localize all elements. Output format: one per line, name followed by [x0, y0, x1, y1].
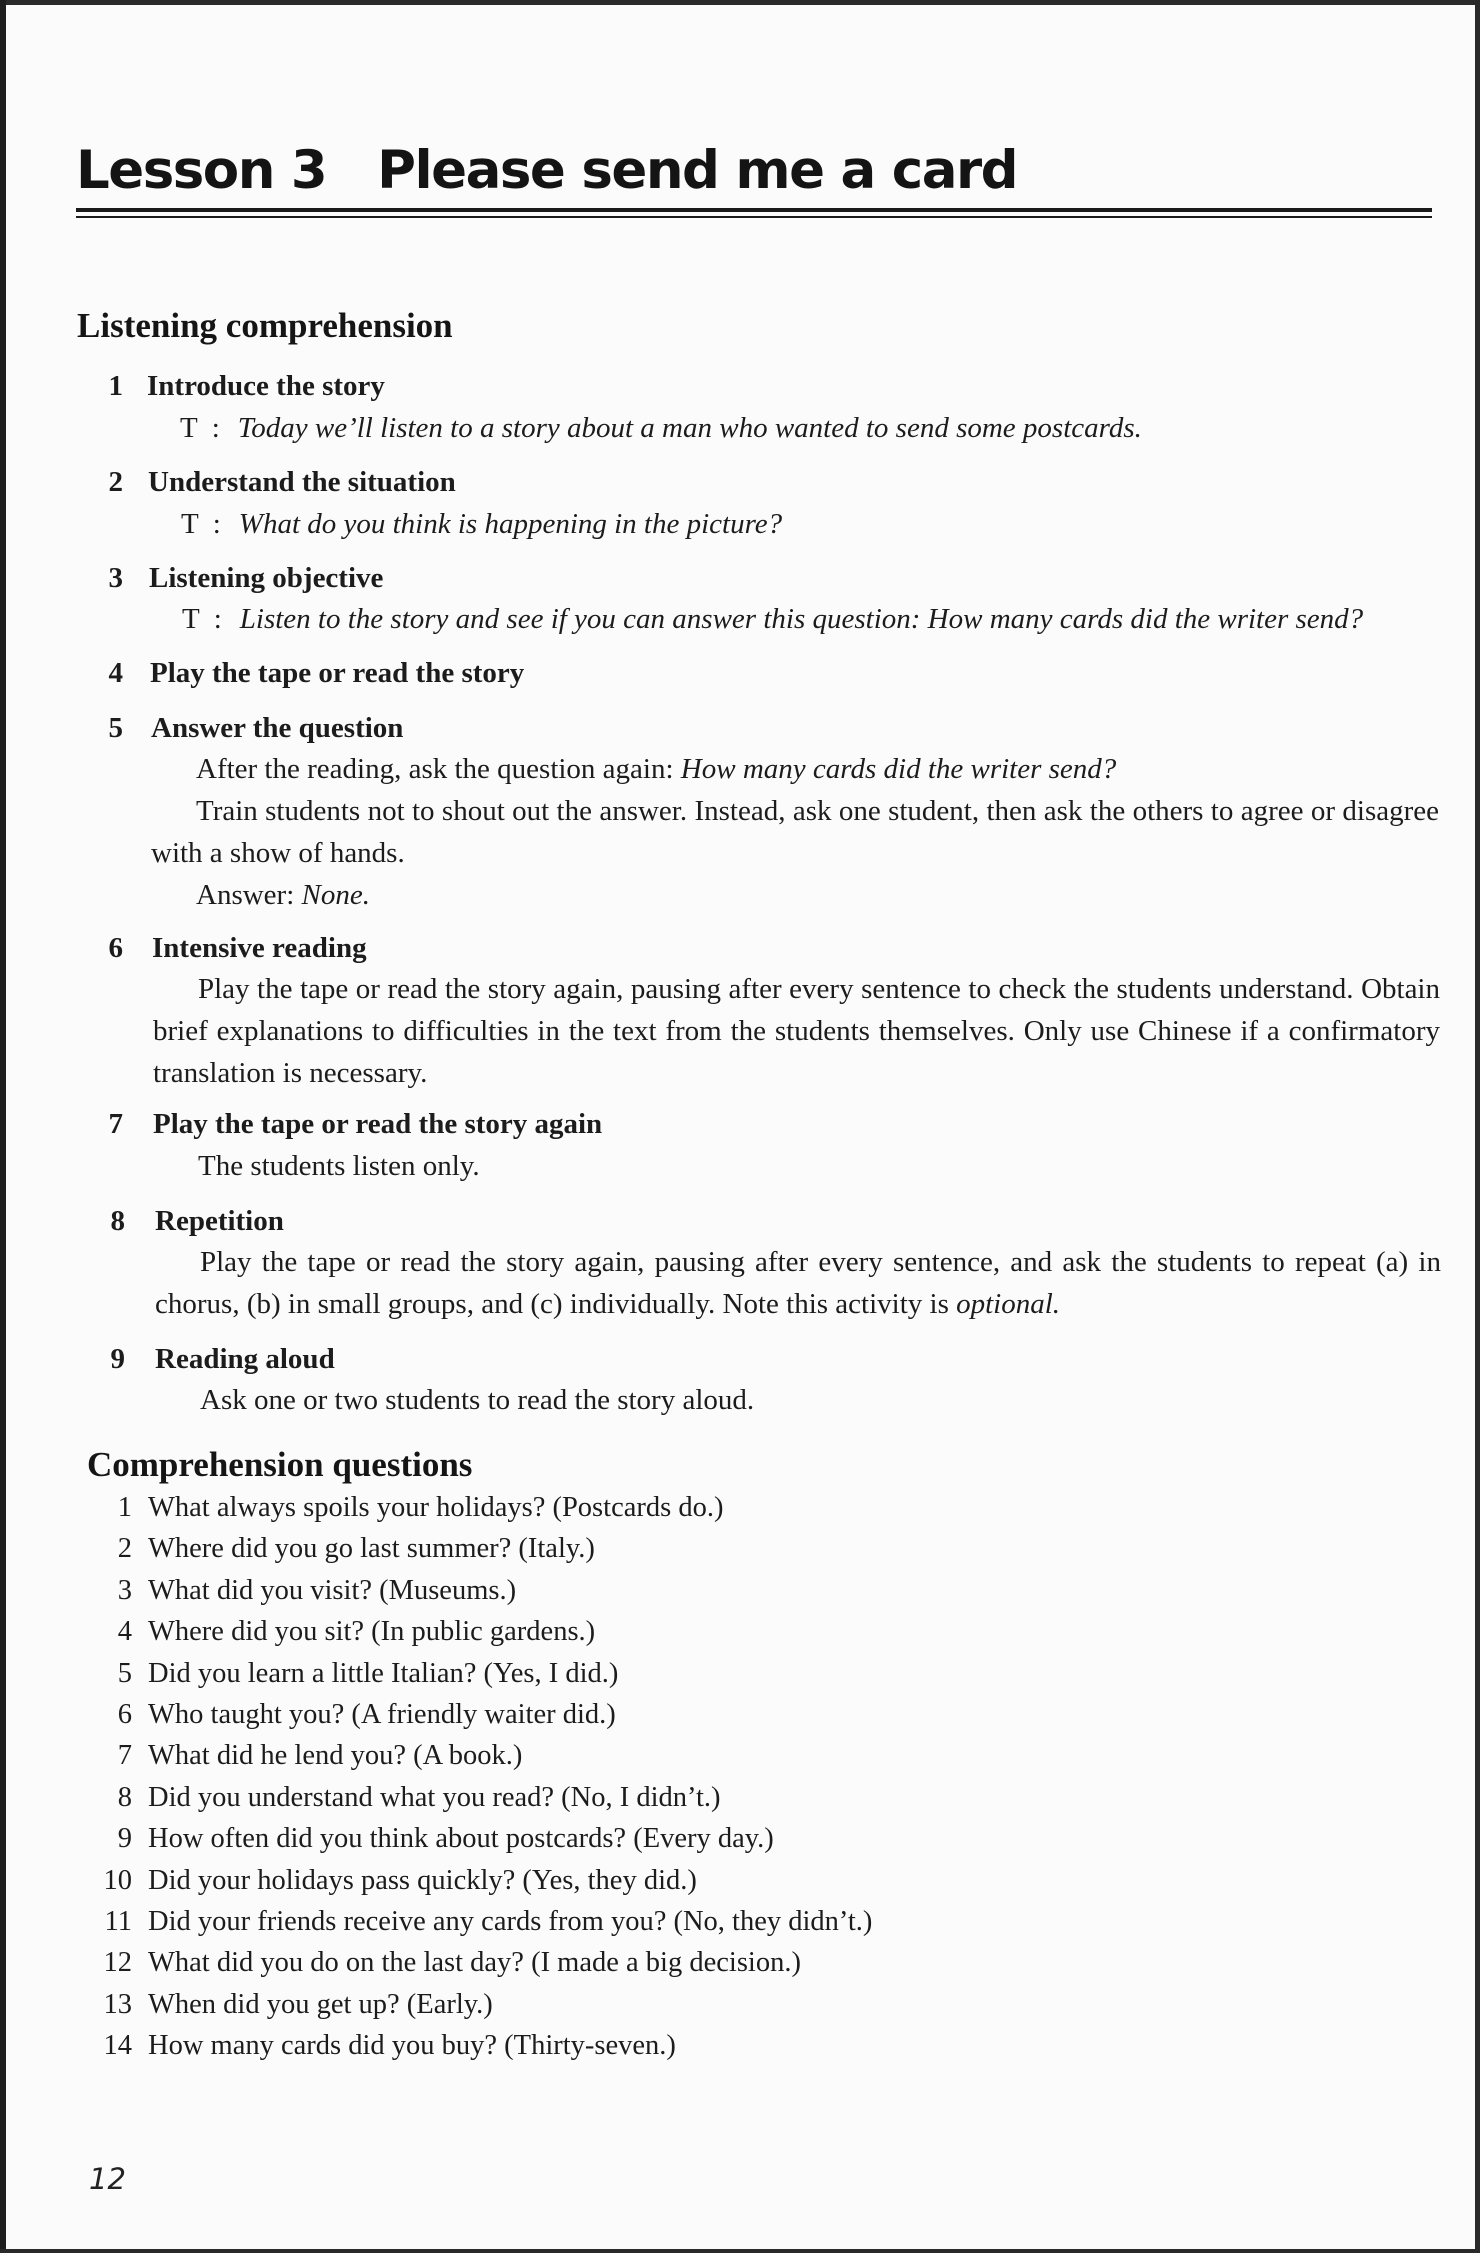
page-right-border [1475, 0, 1480, 2253]
paragraph-emphasis: None. [301, 879, 370, 911]
question-item [80, 1528, 1380, 1569]
step-number: 5 [108, 712, 123, 744]
question-number: 1 [117, 1492, 132, 1523]
listening-heading: Listening comprehension [77, 306, 453, 345]
lesson-name: Please send me a card [377, 140, 1018, 201]
question-number: 13 [103, 1988, 132, 2020]
paragraph-emphasis: optional. [956, 1288, 1061, 1320]
step-title: Understand the situation [148, 466, 456, 498]
teacher-prompt [182, 598, 1363, 640]
question-item [80, 1818, 1380, 1859]
step-number: 4 [108, 657, 123, 689]
page-bottom-border [0, 2249, 1480, 2253]
question-number: 10 [103, 1864, 132, 1896]
paragraph-text: Play the tape or read the story again, pausing after every sentence, and ask the students to repeat (a) in chorus, (b) in small groups, and (c) individually. Note this activity is [155, 1246, 1441, 1320]
question-number: 3 [117, 1574, 132, 1606]
question-text: When did you get up? (Early.) [148, 1988, 493, 2020]
question-number: 5 [117, 1657, 132, 1689]
question-number: 2 [117, 1533, 132, 1565]
question-number: 4 [117, 1616, 132, 1648]
page-left-border [0, 0, 6, 2253]
question-item [80, 1984, 1380, 2025]
question-text: Who taught you? (A friendly waiter did.) [148, 1698, 616, 1730]
question-number: 14 [103, 2030, 132, 2062]
step-number: 8 [110, 1205, 125, 1237]
teacher-colon: : [211, 412, 220, 444]
paragraph-text: After the reading, ask the question again: [196, 753, 681, 785]
teacher-prompt [180, 407, 1142, 449]
question-item [80, 1694, 1380, 1735]
title-rule-thin [76, 216, 1432, 218]
teacher-label: T [182, 603, 200, 635]
step-paragraph: Play the tape or read the story again, pausing after every sentence to check the students understand. Obtain brief explanations to difficulties in the text from the students themselves. Only use Chinese if a confirmatory translation is necessary. [153, 973, 1440, 1089]
step-title: Reading aloud [155, 1343, 335, 1375]
question-number: 6 [117, 1698, 132, 1730]
teacher-text: Today we’ll listen to a story about a man who wanted to send some postcards. [237, 412, 1142, 444]
lesson-title [76, 140, 1017, 201]
paragraph-emphasis: How many cards did the writer send? [680, 753, 1117, 785]
step-paragraph [151, 874, 1439, 916]
teacher-label: T [181, 508, 199, 540]
teacher-text: What do you think is happening in the picture? [238, 508, 783, 540]
question-text: What did he lend you? (A book.) [148, 1740, 523, 1772]
question-text: Did you learn a little Italian? (Yes, I did.) [148, 1657, 619, 1689]
step-number: 9 [110, 1343, 125, 1375]
question-text: Did your holidays pass quickly? (Yes, they did.) [148, 1864, 697, 1896]
lesson-label: Lesson 3 [76, 140, 327, 201]
title-rule-thick [76, 208, 1432, 212]
question-number: 12 [103, 1947, 132, 1979]
teacher-text: Listen to the story and see if you can answer this question: How many cards did the writer send? [239, 603, 1364, 635]
question-number: 11 [104, 1905, 132, 1937]
teacher-label: T [180, 412, 198, 444]
step-number: 6 [108, 932, 123, 964]
teacher-prompt [181, 503, 782, 545]
question-number: 7 [117, 1740, 132, 1772]
step-number: 7 [108, 1108, 123, 1140]
question-item [80, 1653, 1380, 1694]
question-item [80, 1901, 1380, 1942]
step-number: 3 [108, 562, 123, 594]
step-title: Repetition [155, 1205, 284, 1237]
question-number: 8 [117, 1781, 132, 1813]
step-paragraph: Train students not to shout out the answer. Instead, ask one student, then ask the others to agree or disagree with a show of hands. [151, 795, 1439, 869]
step-title: Listening objective [149, 562, 384, 594]
question-item [80, 1860, 1380, 1901]
page-number: 12 [89, 2162, 126, 2196]
question-text: Did your friends receive any cards from you? (No, they didn’t.) [148, 1905, 873, 1937]
question-number: 9 [117, 1823, 132, 1855]
comprehension-question-list [80, 1487, 1380, 2066]
page-top-border [0, 0, 1480, 5]
question-item [80, 1570, 1380, 1611]
teacher-colon: : [212, 508, 221, 540]
step-title: Intensive reading [152, 932, 367, 964]
comprehension-heading: Comprehension questions [87, 1445, 473, 1484]
step-title: Answer the question [151, 712, 404, 744]
question-text: How often did you think about postcards? (Every day.) [148, 1823, 774, 1855]
question-item [80, 2025, 1380, 2066]
step-paragraph: Ask one or two students to read the story aloud. [200, 1384, 755, 1416]
step-title: Introduce the story [147, 370, 385, 402]
question-item [80, 1611, 1380, 1652]
paragraph-text: Answer: [196, 879, 302, 911]
step-title: Play the tape or read the story [150, 657, 525, 689]
question-text: How many cards did you buy? (Thirty-seven.) [148, 2030, 676, 2062]
question-text: Did you understand what you read? (No, I didn’t.) [148, 1781, 721, 1813]
step-paragraph: The students listen only. [198, 1150, 480, 1182]
step-number: 1 [108, 370, 123, 402]
question-item [80, 1942, 1380, 1983]
step-paragraph [155, 1241, 1441, 1325]
question-text: What did you visit? (Museums.) [148, 1574, 517, 1606]
question-item [80, 1777, 1380, 1818]
question-item [80, 1487, 1380, 1528]
question-text: Where did you sit? (In public gardens.) [148, 1616, 596, 1648]
step-number: 2 [108, 466, 123, 498]
step-title: Play the tape or read the story again [153, 1108, 603, 1140]
question-text: What did you do on the last day? (I made a big decision.) [148, 1947, 801, 1979]
question-item [80, 1735, 1380, 1776]
question-text: What always spoils your holidays? (Postcards do.) [148, 1492, 724, 1523]
teacher-colon: : [213, 603, 222, 635]
question-text: Where did you go last summer? (Italy.) [148, 1533, 595, 1565]
step-paragraph [151, 748, 1439, 790]
